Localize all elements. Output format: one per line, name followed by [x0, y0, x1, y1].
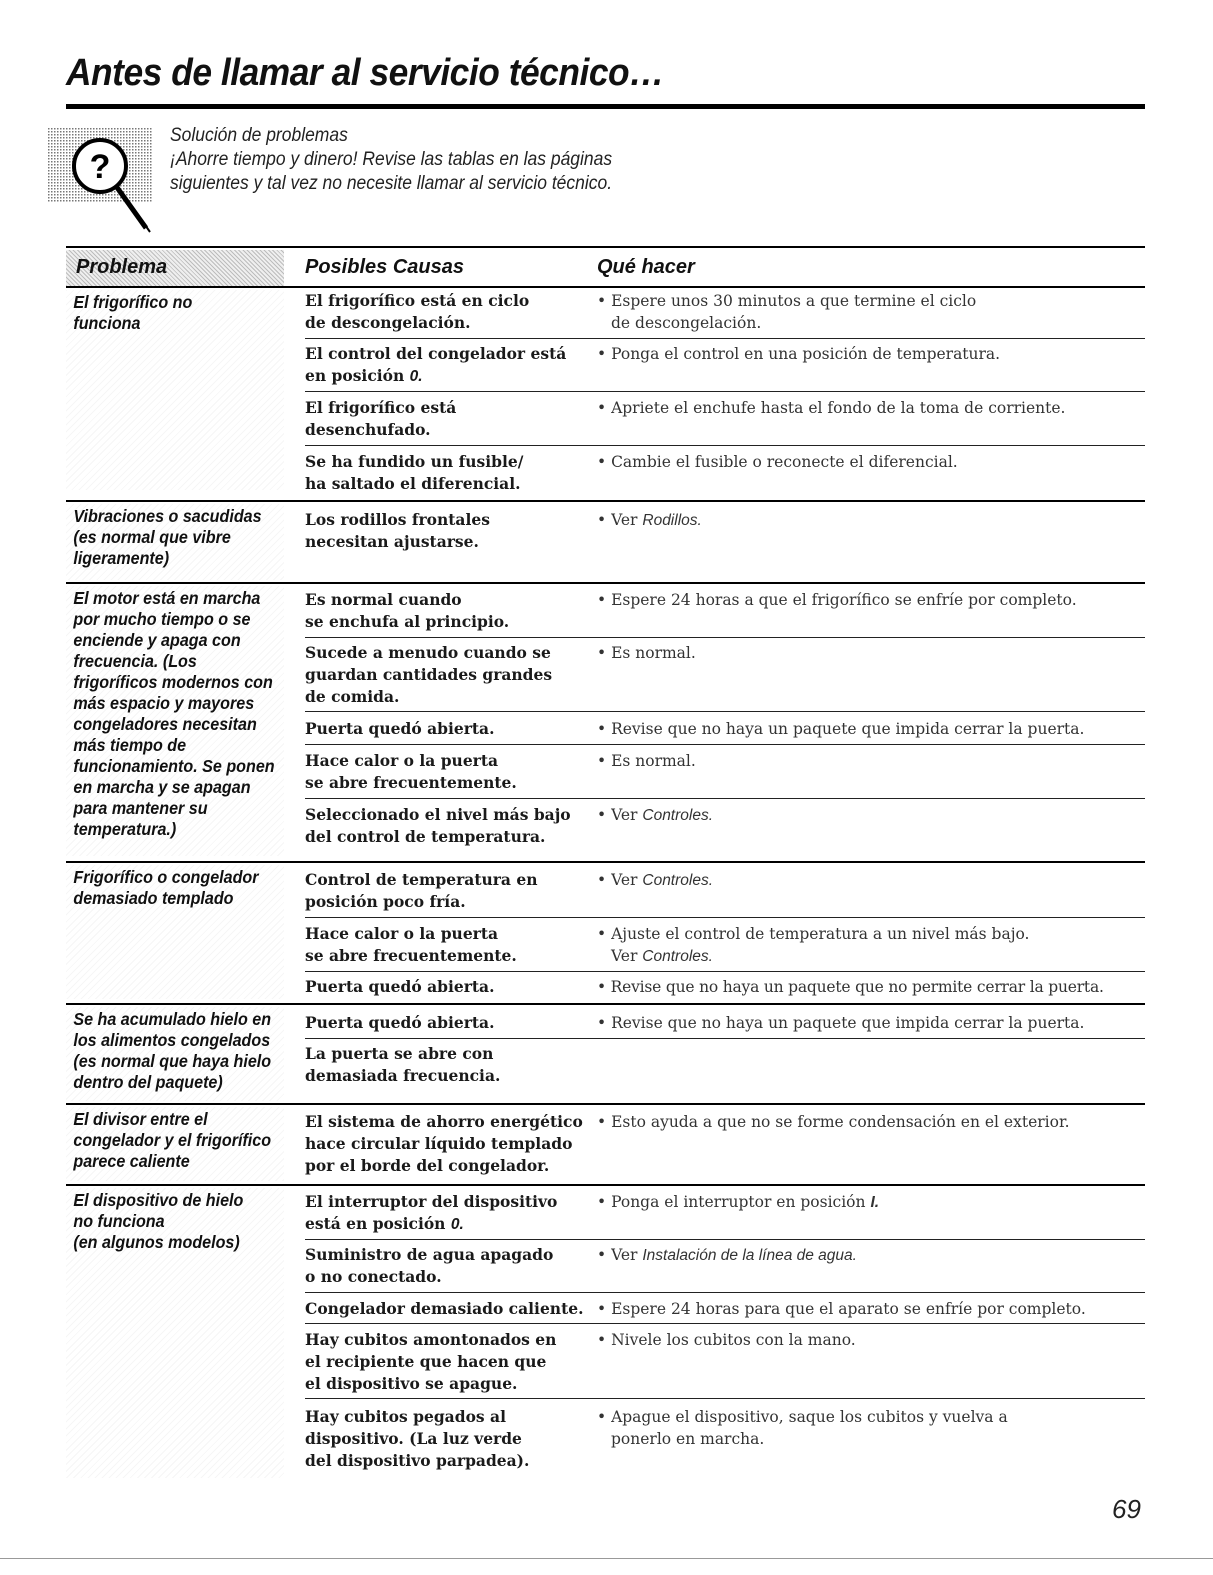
cause-text: Puerta quedó abierta. [305, 1013, 495, 1032]
cause-text: Puerta quedó abierta. [305, 977, 495, 996]
remedy-text: • Ver Instalación de la línea de agua. [597, 1246, 857, 1264]
remedy-text: • Espere 24 horas a que el frigorífico se enfríe por completo. [597, 591, 1077, 609]
troubleshooting-icon [48, 128, 158, 236]
row-divider [305, 798, 1145, 799]
cause-text: El sistema de ahorro energético hace circular líquido templado por el borde del congelador. [305, 1112, 583, 1175]
row-divider [305, 338, 1145, 339]
problem-label: por mucho tiempo o se [73, 609, 251, 629]
problem-label: no funciona [73, 1211, 165, 1231]
cause-text: Hay cubitos amontonados en el recipiente que hacen que el dispositivo se apague. [305, 1330, 557, 1393]
remedy-text: • Revise que no haya un paquete que impida cerrar la puerta. [597, 1014, 1085, 1032]
cause-text: Sucede a menudo cuando se guardan cantidades grandes de comida. [305, 643, 553, 706]
problem-label: congelador y el frigorífico [73, 1130, 272, 1150]
problem-label: (es normal que haya hielo [73, 1051, 272, 1071]
row-divider [305, 1239, 1145, 1240]
intro-line: ¡Ahorre tiempo y dinero! Revise las tablas en las páginas [170, 149, 613, 170]
row-divider [305, 637, 1145, 638]
problem-label: enciende y apaga con [73, 630, 241, 650]
intro-line: Solución de problemas [170, 125, 348, 146]
problem-label: congeladores necesitan [73, 714, 257, 734]
remedy-text: • Ponga el control en una posición de temperatura. [597, 345, 1001, 363]
header-problem: Problema [66, 250, 284, 286]
cause-text: La puerta se abre con demasiada frecuencia. [305, 1044, 501, 1085]
cause-text: Congelador demasiado caliente. [305, 1299, 584, 1318]
remedy-text: • Es normal. [597, 752, 696, 770]
cause-text: Hace calor o la puerta se abre frecuentemente. [305, 924, 517, 965]
problem-label: dentro del paquete) [73, 1072, 223, 1092]
remedy-text: • Ver Controles. [597, 871, 714, 889]
problem-label: El motor está en marcha [73, 588, 261, 608]
problem-cell [66, 1107, 284, 1181]
problem-cell [66, 1007, 284, 1101]
problem-label: los alimentos congelados [73, 1030, 271, 1050]
problem-label: para mantener su [73, 798, 208, 818]
section-divider [66, 1103, 1145, 1105]
section-divider [66, 861, 1145, 863]
row-divider [305, 971, 1145, 972]
remedy-text: • Revise que no haya un paquete que impida cerrar la puerta. [597, 720, 1085, 738]
cause-text: El control del congelador está en posición 0. [305, 344, 567, 385]
problem-cell [66, 865, 284, 999]
row-divider [305, 1398, 1145, 1399]
bottom-rule [0, 1558, 1213, 1559]
cause-text: Hace calor o la puerta se abre frecuentemente. [305, 751, 517, 792]
problem-label: demasiado templado [73, 888, 234, 908]
row-divider [305, 1323, 1145, 1324]
problem-label: El dispositivo de hielo [73, 1190, 244, 1210]
problem-label: Se ha acumulado hielo en [73, 1009, 272, 1029]
cause-text: Suministro de agua apagado o no conectado. [305, 1245, 554, 1286]
header-action: Qué hacer [597, 256, 695, 278]
problem-label: (en algunos modelos) [73, 1232, 240, 1252]
cause-text: El frigorífico está en ciclo de descongelación. [305, 291, 530, 332]
cause-text: Hay cubitos pegados al dispositivo. (La luz verde del dispositivo parpadea). [305, 1407, 530, 1470]
row-divider [305, 744, 1145, 745]
row-divider [305, 1038, 1145, 1039]
remedy-text: • Esto ayuda a que no se forme condensación en el exterior. [597, 1113, 1070, 1131]
remedy-text: • Ajuste el control de temperatura a un nivel más bajo. Ver Controles. [597, 925, 1030, 965]
cause-text: Seleccionado el nivel más bajo del control de temperatura. [305, 805, 571, 846]
problem-label: funcionamiento. Se ponen [73, 756, 275, 776]
problem-label: funciona [73, 313, 141, 333]
problem-label: El divisor entre el [73, 1109, 208, 1129]
cause-text: El frigorífico está desenchufado. [305, 398, 457, 439]
remedy-text: • Ver Rodillos. [597, 511, 702, 529]
section-divider [66, 582, 1145, 584]
problem-label: temperatura.) [73, 819, 177, 839]
problem-label: (es normal que vibre [73, 527, 231, 547]
remedy-text: • Apague el dispositivo, saque los cubitos y vuelva a ponerlo en marcha. [597, 1408, 1008, 1448]
problem-label: Frigorífico o congelador [73, 867, 259, 887]
problem-label: Vibraciones o sacudidas [73, 506, 262, 526]
problem-cell [66, 1188, 284, 1478]
remedy-text: • Espere 24 horas para que el aparato se enfríe por completo. [597, 1300, 1086, 1318]
cause-text: Se ha fundido un fusible/ ha saltado el diferencial. [305, 452, 524, 493]
cause-text: Los rodillos frontales necesitan ajustarse. [305, 510, 490, 551]
problem-label: frecuencia. (Los [73, 651, 197, 671]
row-divider [305, 1292, 1145, 1293]
section-divider [66, 500, 1145, 502]
section-divider [66, 1003, 1145, 1005]
problem-cell [66, 290, 284, 490]
problem-label: más tiempo de [73, 735, 187, 755]
remedy-text: • Ponga el interruptor en posición I. [597, 1193, 880, 1211]
problem-label: en marcha y se apagan [73, 777, 251, 797]
intro-text [170, 124, 612, 196]
intro-line: siguientes y tal vez no necesite llamar al servicio técnico. [170, 173, 613, 194]
page-number: 69 [1112, 1494, 1141, 1524]
problem-cell [66, 586, 284, 856]
problem-label: El frigorífico no [73, 292, 193, 312]
cause-text: Es normal cuando se enchufa al principio. [305, 590, 510, 631]
problem-cell [66, 504, 284, 580]
row-divider [305, 445, 1145, 446]
problem-label: frigoríficos modernos con [73, 672, 273, 692]
problem-label: ligeramente) [73, 548, 170, 568]
page-title: Antes de llamar al servicio técnico… [66, 52, 665, 94]
remedy-text: • Cambie el fusible o reconecte el diferencial. [597, 453, 958, 471]
cause-text: El interruptor del dispositivo está en posición 0. [305, 1192, 558, 1233]
table-top-rule [66, 246, 1145, 248]
remedy-text: • Revise que no haya un paquete que no permite cerrar la puerta. [597, 978, 1104, 996]
remedy-text: • Espere unos 30 minutos a que termine el ciclo de descongelación. [597, 292, 977, 332]
problem-label: más espacio y mayores [73, 693, 255, 713]
section-divider [66, 1184, 1145, 1186]
row-divider [305, 917, 1145, 918]
cause-text: Control de temperatura en posición poco fría. [305, 870, 538, 911]
remedy-text: • Ver Controles. [597, 806, 714, 824]
row-divider [305, 711, 1145, 712]
remedy-text: • Nivele los cubitos con la mano. [597, 1331, 856, 1349]
problem-label: parece caliente [73, 1151, 190, 1171]
header-rule [66, 286, 1145, 288]
remedy-text: • Apriete el enchufe hasta el fondo de la toma de corriente. [597, 399, 1066, 417]
svg-text:?: ? [89, 148, 111, 186]
header-causes: Posibles Causas [305, 256, 464, 278]
cause-text: Puerta quedó abierta. [305, 719, 495, 738]
row-divider [305, 391, 1145, 392]
remedy-text: • Es normal. [597, 644, 696, 662]
title-rule [66, 104, 1145, 109]
